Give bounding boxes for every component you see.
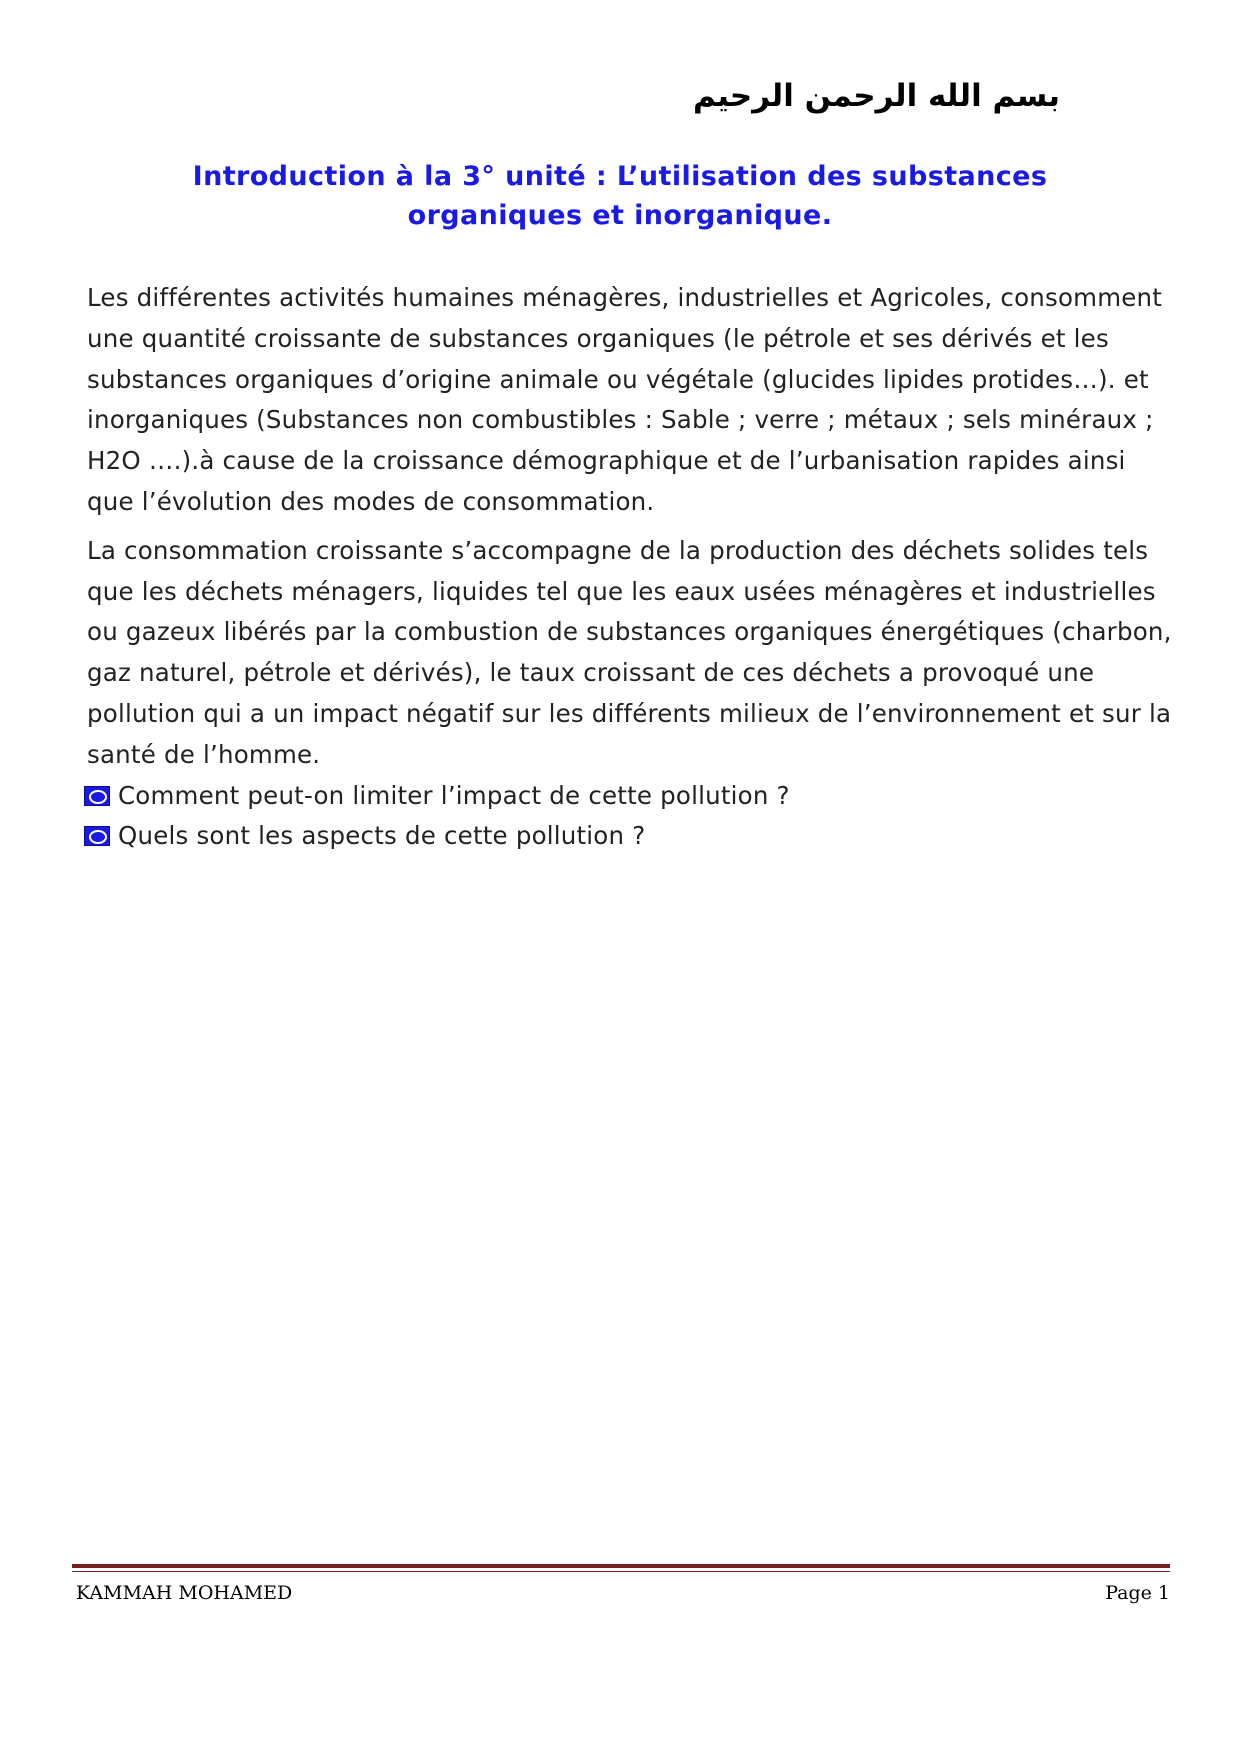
question-item [84, 776, 1177, 816]
basmala-header: بسم الله الرحمن الرحيم [692, 78, 1060, 114]
paragraph-1: Les différentes activités humaines ménagères, industrielles et Agricoles, consomment une quantité croissante de substances organiques (le pétrole et ses dérivés et les substances organiques d’origine animale ou végétale (glucides lipides protides…). et inorganiques (Substances non combustibles : Sable ; verre ; métaux ; sels minéraux ; H2O ….).à cause de la croissance démographique et de l’urbanisation rapides ainsi que l’évolution des modes de consommation. [87, 283, 1163, 516]
footer-page-number: Page 1 [1105, 1582, 1170, 1604]
document-title [0, 157, 1240, 235]
paragraph-2: La consommation croissante s’accompagne de la production des déchets solides tels que les déchets ménagers, liquides tel que les eaux usées ménagères et industrielles ou gazeux libérés par la combustion de substances organiques énergétiques (charbon, gaz naturel, pétrole et dérivés), le taux croissant de ces déchets a provoqué une pollution qui a un impact négatif sur les différents milieux de l’environnement et sur la santé de l’homme. [87, 535, 1172, 769]
document-body [87, 278, 1177, 856]
blue-oval-bullet-icon [84, 826, 110, 846]
blue-oval-bullet-icon [84, 786, 110, 806]
question-text: Comment peut-on limiter l’impact de cette pollution ? [118, 780, 790, 810]
title-line-1: Introduction à la 3° unité : L’utilisation des substances [192, 161, 1048, 192]
footer-divider [72, 1564, 1170, 1572]
question-text: Quels sont les aspects de cette pollution ? [118, 820, 646, 850]
title-line-2: organiques et inorganique. [407, 200, 833, 231]
footer-author: KAMMAH MOHAMED [76, 1582, 293, 1604]
question-item [84, 816, 1177, 856]
